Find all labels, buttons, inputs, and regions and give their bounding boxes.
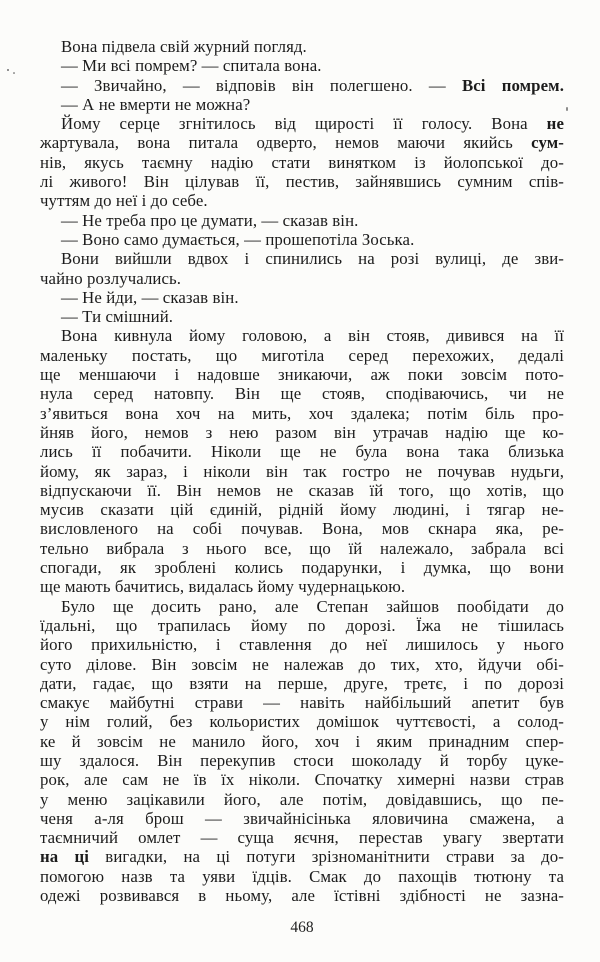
- text-line: йняв його, немов з нею разом він утрачав надію ще ко-: [40, 422, 564, 442]
- text-line: ченя а-ля брош — звичайнісінька яловичина смажена, а: [40, 808, 564, 828]
- text-line: у меню зацікавили його, але потім, довідавшись, що пе-: [40, 789, 564, 809]
- page-text: [40, 37, 564, 905]
- text-line: нула серед натовпу. Він ще стояв, сподіваючись, чи не: [40, 384, 564, 404]
- text-line: нів, якусь таємну надію стати винятком із йолопської до-: [40, 152, 564, 172]
- scan-speck: [7, 69, 9, 71]
- text-line: на ці вигадки, на ці потуги зрізноманітнити страви за до-: [40, 847, 564, 867]
- text-line: йому, як зараз, і ніколи він так гостро не почував нудьги,: [40, 461, 564, 481]
- text-line: Було ще досить рано, але Степан зайшов пообідати до: [61, 596, 564, 616]
- text-line: ще меншаючи і надовше зникаючи, аж поки зовсім пото-: [40, 365, 564, 385]
- text-line: — Не треба про це думати, — сказав він.: [61, 210, 359, 230]
- text-line: — Ми всі помрем? — спитала вона.: [61, 56, 322, 76]
- text-line: спогади, як зроблені колись подарунки, і думка, що вони: [40, 558, 564, 578]
- text-line: таємничий омлет — суща яєчня, перестав увагу звертати: [40, 828, 564, 848]
- text-line: чуттям до неї і до себе.: [40, 191, 208, 211]
- text-line: чайно розлучались.: [40, 268, 182, 288]
- scan-speck: [13, 72, 15, 74]
- text-line: Вона підвела свій журний погляд.: [61, 37, 307, 56]
- text-line: дати, гадає, що взяти на перше, друге, третє, і по дорозі: [40, 673, 564, 693]
- text-line: висловленого на собі почував. Вона, мов скнара яка, ре-: [40, 519, 564, 539]
- text-line: Йому серце згнітилось від щирості її голосу. Вона не: [61, 114, 564, 134]
- text-line: жартувала, вона питала одверто, немов маючи якийсь сум-: [40, 133, 564, 153]
- page-number: 468: [290, 919, 314, 936]
- text-line: Вони вийшли вдвох і спинились на розі вулиці, де зви-: [61, 249, 564, 269]
- text-line: — Звичайно, — відповів він полегшено. — Всі помрем.: [61, 75, 564, 95]
- text-line: тельно вибрала з нього все, що їй належало, забрала всі: [40, 538, 564, 558]
- text-line: лись її побачити. Ніколи ще не була вона така близька: [40, 442, 564, 462]
- text-line: помогою назв та уяви їдців. Смак до пахощів тютюну та: [40, 866, 564, 886]
- text-line: відпускаючи її. Він немов не сказав їй того, що хотів, що: [40, 480, 564, 500]
- text-line: — Ти смішний.: [61, 307, 174, 327]
- text-line: — Не йди, — сказав він.: [61, 287, 239, 307]
- text-line: Вона кивнула йому головою, а він стояв, дивився на її: [61, 326, 564, 346]
- text-line: — Воно само думається, — прошепотіла Зоська.: [61, 229, 415, 249]
- text-line: мусив сказати цій єдиній, рідній йому людині, і тягар не-: [40, 500, 564, 520]
- text-line: лі живого! Він цілував її, пестив, зайнявшись сумним спів-: [40, 172, 564, 192]
- text-line: ке й зовсім не манило його, хоч і яким принадним спер-: [40, 731, 564, 751]
- text-line: шу здалося. Він перекупив стоси шоколаду й торбу цуке-: [40, 750, 564, 770]
- text-line: — А не вмерти не можна?: [61, 94, 251, 114]
- text-line: з’явиться вона хоч на мить, хоч здалека; потім біль про-: [40, 403, 564, 423]
- text-line: його прихильністю, і ставлення до неї лишилось у нього: [40, 635, 564, 655]
- text-line: їдальні, що трапилась йому по дорозі. Їжа не тішилась: [40, 615, 564, 635]
- text-line: ще мають бачитись, видалась йому чудернацькою.: [40, 577, 406, 597]
- text-line: рок, але сам не їв їх ніколи. Спочатку химерні назви страв: [40, 770, 564, 790]
- text-line: у нім голий, без кольористих домішок чуттєвості, а солод-: [40, 712, 564, 732]
- text-line: маленьку постать, що миготіла серед перехожих, дедалі: [40, 345, 564, 365]
- text-line: смакує майбутні страви — навіть найбільший апетит був: [40, 693, 564, 713]
- text-line: одежі розвивався в ньому, але їстівні здібності не зазна-: [40, 886, 564, 906]
- text-line: суто ділове. Він зовсім не належав до тих, хто, йдучи обі-: [40, 654, 564, 674]
- scan-speck: [566, 107, 568, 111]
